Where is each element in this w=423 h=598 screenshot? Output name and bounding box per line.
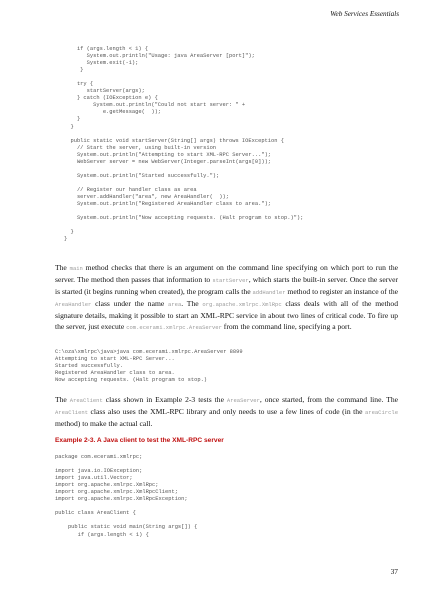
code-block-command-line: C:\oza\xmlrpc\java>java com.ecerami.xmlrpc.AreaServer 8899 Attempting to start XML-RPC Server... Started successfully. Registered AreaHandler class to area. Now accepting requests. (Halt program to stop.) xyxy=(55,349,243,384)
code-block-area-client: package com.ecerami.xmlrpc; import java.io.IOException; import java.util.Vector; import org.apache.xmlrpc.XmlRpc; import org.apache.xmlrpc.XmlRpcClient; import org.apache.xmlrpc.XmlRpcException; public class AreaClient { public static void main(String args[]) { if (args.length < 1) { xyxy=(55,454,198,538)
page-number: 37 xyxy=(390,567,398,576)
example-caption: Example 2-3. A Java client to test the XML-RPC server xyxy=(55,437,224,444)
paragraph-main-method: The main method checks that there is an argument on the command line specifying on which port to run the server. The method then passes that information to startServer, which starts the built-in server. Once the server is started (it begins running when created), the program calls the addHandler method to register an instance of the AreaHandler class under the name area. The org.apache.xmlrpc.XmlRpc class deals with all of the method signature details, making it possible to start an XML-RPC service in about two lines of critical code. To fire up the server, just execute com.ecerami.xmlrpc.AreaServer from the command line, specifying a port. xyxy=(55,263,398,331)
running-header: Web Services Essentials xyxy=(330,10,399,18)
code-block-server-main: if (args.length < 1) { System.out.println("Usage: java AreaServer [port]"); System.exit(-1); } try { startServer(args); } catch (IOException e) { System.out.println("Could not start server: " + e.getMessage( )); } } public static void startServer(String[] args) throws IOException { // Start the server, using built-in version System.out.println("Attempting to start XML-RPC Server..."); WebServer server = new WebServer(Integer.parseInt(args[0])); System.out.println("Started successfully."); // Register our handler class as area server.addHandler("area", new AreaHandler( )); System.out.println("Registered AreaHandler class to area."); System.out.println("Now accepting requests. (Halt program to stop.)"); } } xyxy=(64,46,304,243)
paragraph-area-client: The AreaClient class shown in Example 2-3 tests the AreaServer, once started, from the command line. The AreaClient class also uses the XML-RPC library and only needs to use a few lines of code (in the areaCircle method) to make the actual call. xyxy=(55,395,398,428)
